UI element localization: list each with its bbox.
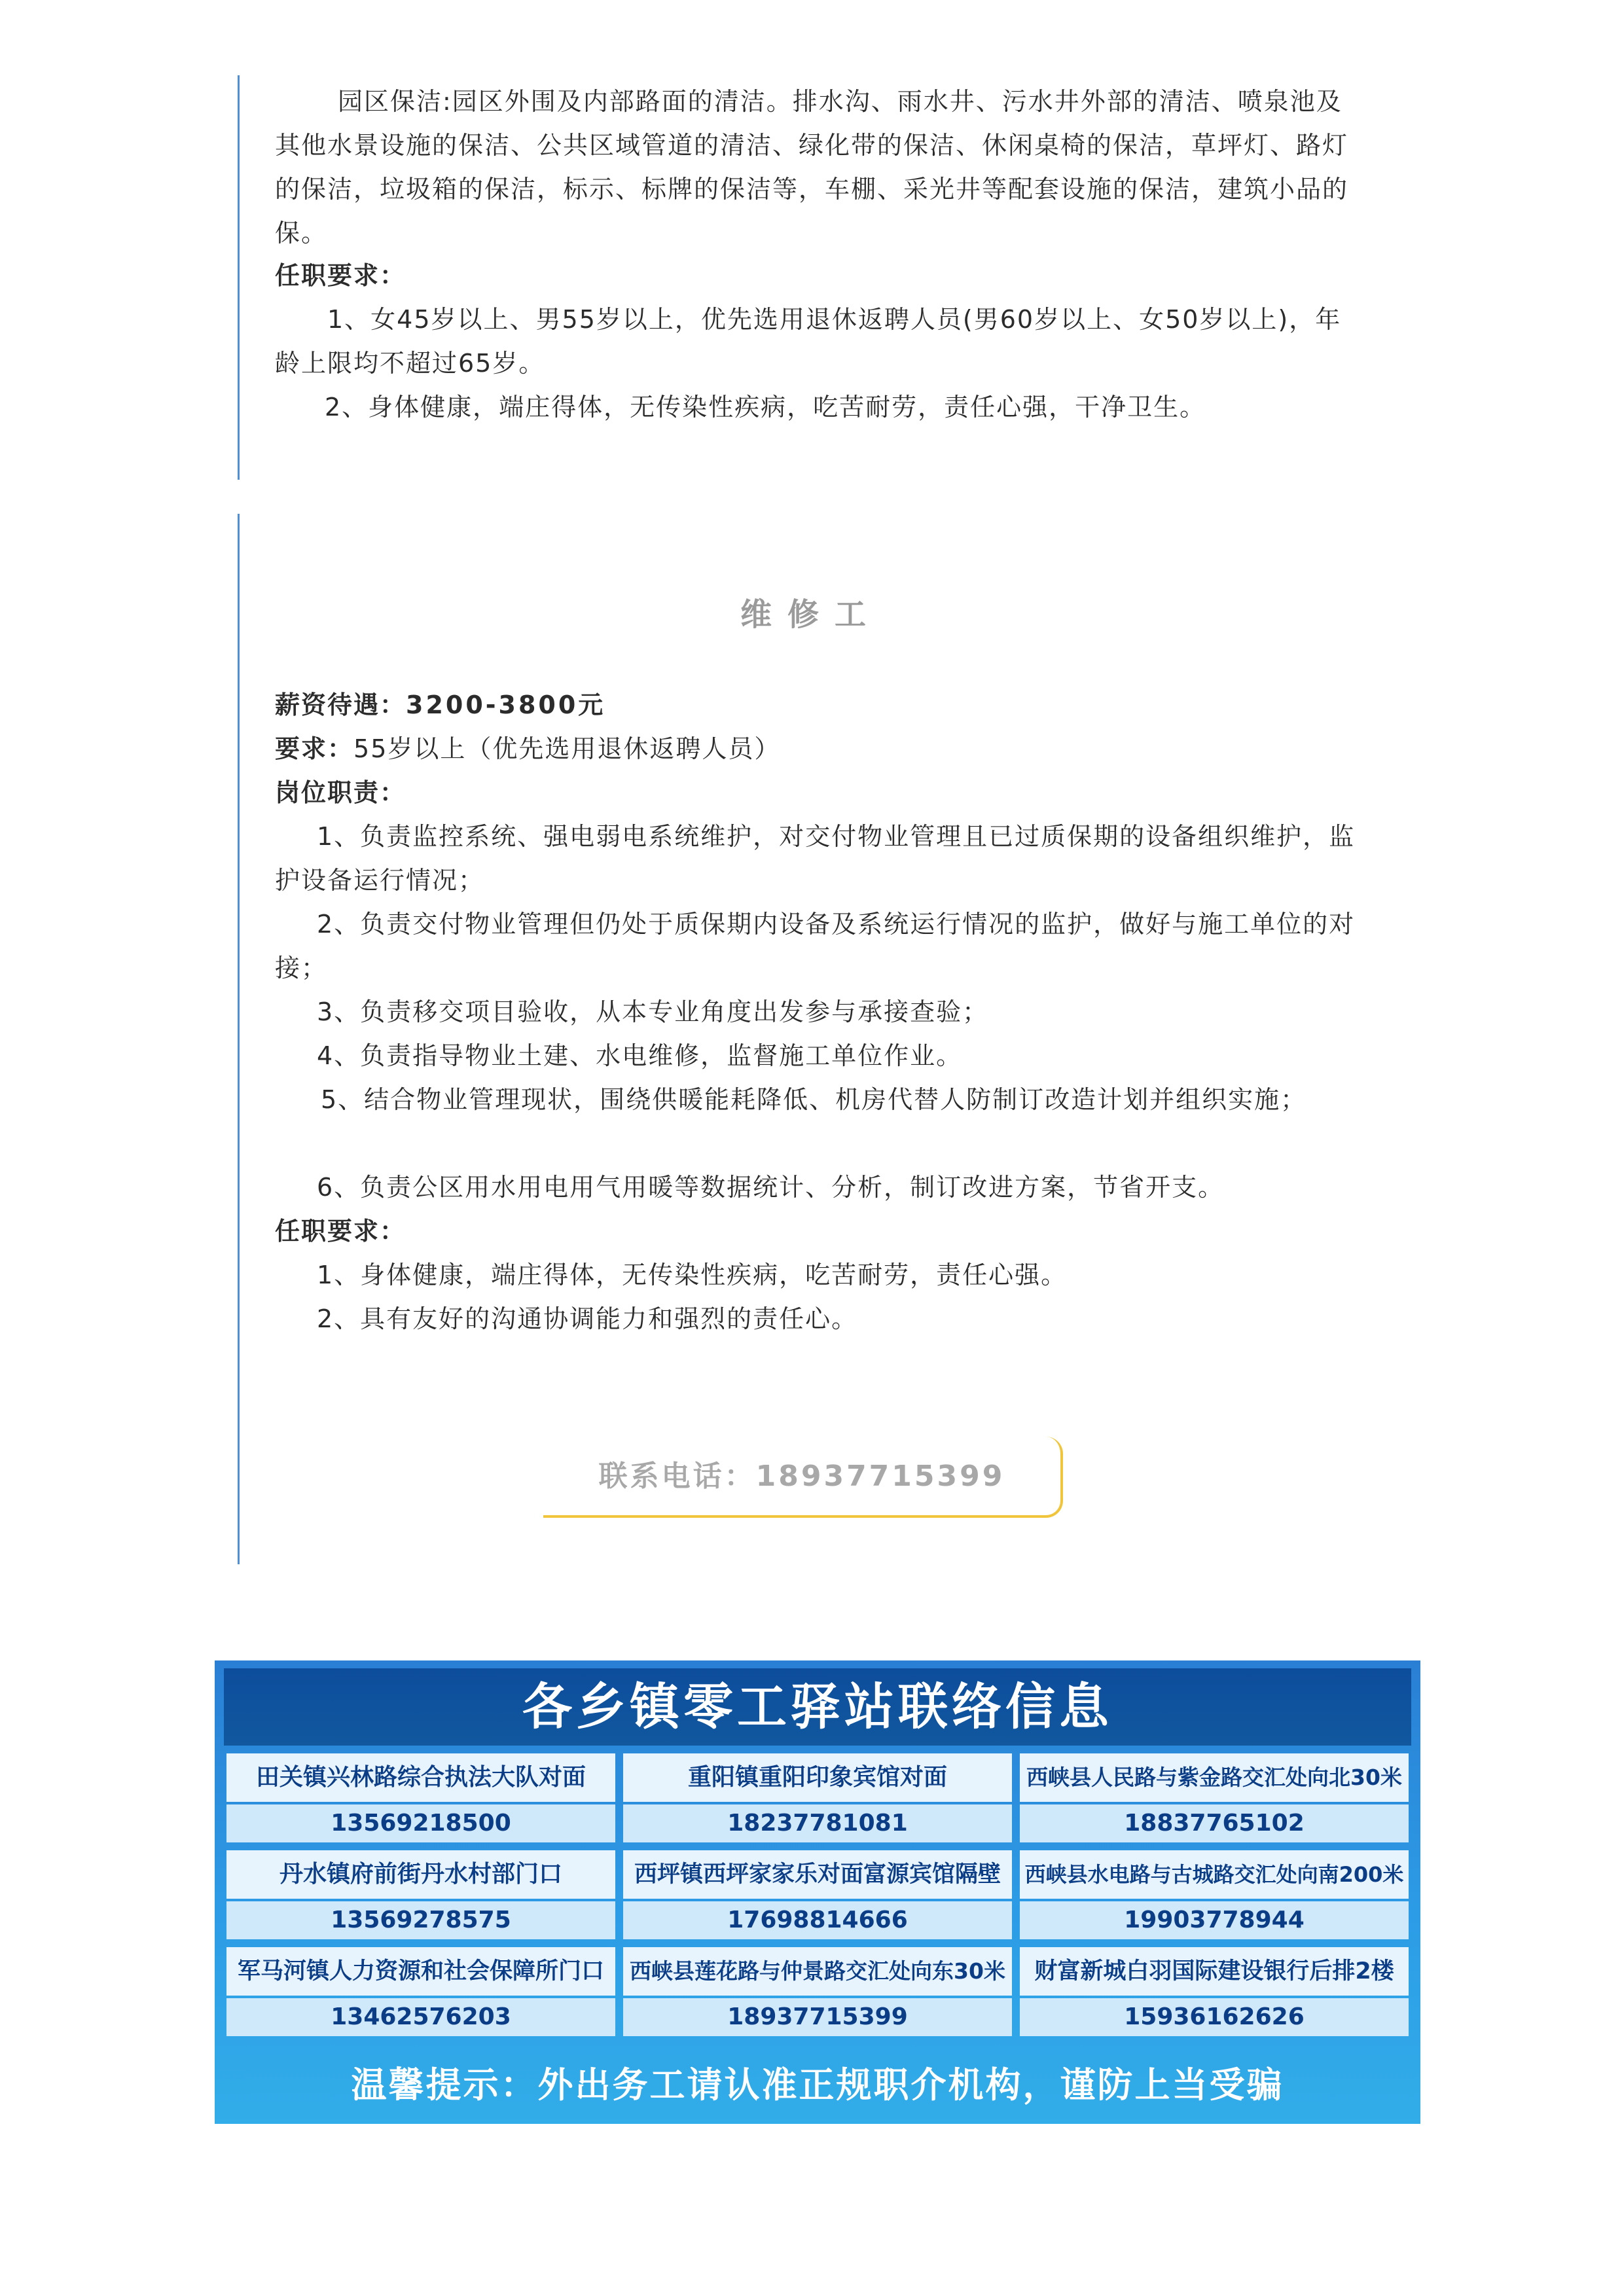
station-address: 丹水镇府前街丹水村部门口 (226, 1850, 615, 1899)
station-phone[interactable]: 15936162626 (1020, 1998, 1409, 2036)
cleaning-duty-paragraph: 园区保洁:园区外围及内部路面的清洁。排水沟、雨水井、污水井外部的清洁、喷泉池及其他水景设施的保洁、公共区域管道的清洁、绿化带的保洁、休闲桌椅的保洁，草坪灯、路灯的保洁，垃圾箱的保洁，标示、标牌的保洁等，车棚、采光井等配套设施的保洁，建筑小品的保。 (275, 87, 1349, 247)
contact-phone[interactable]: 联系电话：18937715399 (598, 1460, 1005, 1493)
station-phone[interactable]: 13569278575 (226, 1901, 615, 1939)
station-card (226, 1850, 615, 1939)
station-address: 军马河镇人力资源和社会保障所门口 (226, 1947, 615, 1996)
requirement-value: 55岁以上（优先选用退休返聘人员） (353, 734, 781, 763)
station-card (226, 1947, 615, 2036)
station-phone[interactable]: 18237781081 (623, 1804, 1012, 1842)
section-title-repair: 维修工 (740, 596, 882, 633)
station-address: 西峡县水电路与古城路交汇处向南200米 (1020, 1850, 1409, 1899)
duty-item-4: 4、负责指导物业土建、水电维修，监督施工单位作业。 (317, 1041, 963, 1070)
station-card (1020, 1947, 1409, 2036)
station-phone[interactable]: 18837765102 (1020, 1804, 1409, 1842)
salary-line (275, 683, 605, 727)
station-phone[interactable]: 13569218500 (226, 1804, 615, 1842)
station-phone[interactable]: 17698814666 (623, 1901, 1012, 1939)
requirement-label: 要求： (275, 734, 354, 763)
contact-phone-box (543, 1437, 1063, 1518)
duty-item-5: 5、结合物业管理现状，围绕供暖能耗降低、机房代替人防制订改造计划并组织实施； (321, 1085, 1307, 1114)
left-accent-line-top (238, 75, 240, 480)
station-card (623, 1947, 1012, 2036)
stations-panel-title: 各乡镇零工驿站联络信息 (224, 1668, 1411, 1746)
duty-item-3: 3、负责移交项目验收，从本专业角度出发参与承接查验； (317, 997, 989, 1026)
station-phone[interactable]: 19903778944 (1020, 1901, 1409, 1939)
station-address: 西峡县莲花路与仲景路交汇处向东30米 (623, 1947, 1012, 1996)
salary-label: 薪资待遇： (275, 691, 406, 719)
station-address: 西峡县人民路与紫金路交汇处向北30米 (1020, 1753, 1409, 1802)
duties-label: 岗位职责： (275, 778, 406, 807)
station-card (623, 1753, 1012, 1842)
qualification-item-1: 1、身体健康，端庄得体，无传染性疾病，吃苦耐劳，责任心强。 (317, 1261, 1068, 1289)
station-card (623, 1850, 1012, 1939)
station-address: 田关镇兴林路综合执法大队对面 (226, 1753, 615, 1802)
warm-tip: 温馨提示：外出务工请认准正规职介机构，谨防上当受骗 (351, 2064, 1284, 2106)
cleaning-requirement-2: 2、身体健康，端庄得体，无传染性疾病，吃苦耐劳，责任心强，干净卫生。 (325, 393, 1206, 422)
station-card (1020, 1753, 1409, 1842)
station-phone[interactable]: 18937715399 (623, 1998, 1012, 2036)
left-accent-line-bottom (238, 514, 240, 1564)
qualification-item-2: 2、具有友好的沟通协调能力和强烈的责任心。 (317, 1304, 858, 1333)
requirement-line (275, 727, 1361, 771)
stations-info-panel (215, 1660, 1420, 2124)
qualifications-label: 任职要求： (275, 1217, 406, 1246)
station-address: 财富新城白羽国际建设银行后排2楼 (1020, 1947, 1409, 1996)
duty-item-6: 6、负责公区用水用电用气用暖等数据统计、分析，制订改进方案，节省开支。 (317, 1173, 1225, 1202)
station-phone[interactable]: 13462576203 (226, 1998, 615, 2036)
station-card (226, 1753, 615, 1842)
station-address: 重阳镇重阳印象宾馆对面 (623, 1753, 1012, 1802)
station-card (1020, 1850, 1409, 1939)
station-address: 西坪镇西坪家家乐对面富源宾馆隔壁 (623, 1850, 1012, 1899)
cleaning-requirement-1: 1、女45岁以上、男55岁以上，优先选用退休返聘人员(男60岁以上、女50岁以上)，年龄上限均不超过65岁。 (275, 305, 1342, 378)
duty-item-1: 1、负责监控系统、强电弱电系统维护，对交付物业管理且已过质保期的设备组织维护，监护设备运行情况； (275, 822, 1356, 895)
cleaning-requirements-label: 任职要求： (275, 261, 406, 290)
duty-item-2: 2、负责交付物业管理但仍处于质保期内设备及系统运行情况的监护，做好与施工单位的对接； (275, 910, 1356, 982)
salary-value: 3200-3800元 (406, 691, 606, 719)
